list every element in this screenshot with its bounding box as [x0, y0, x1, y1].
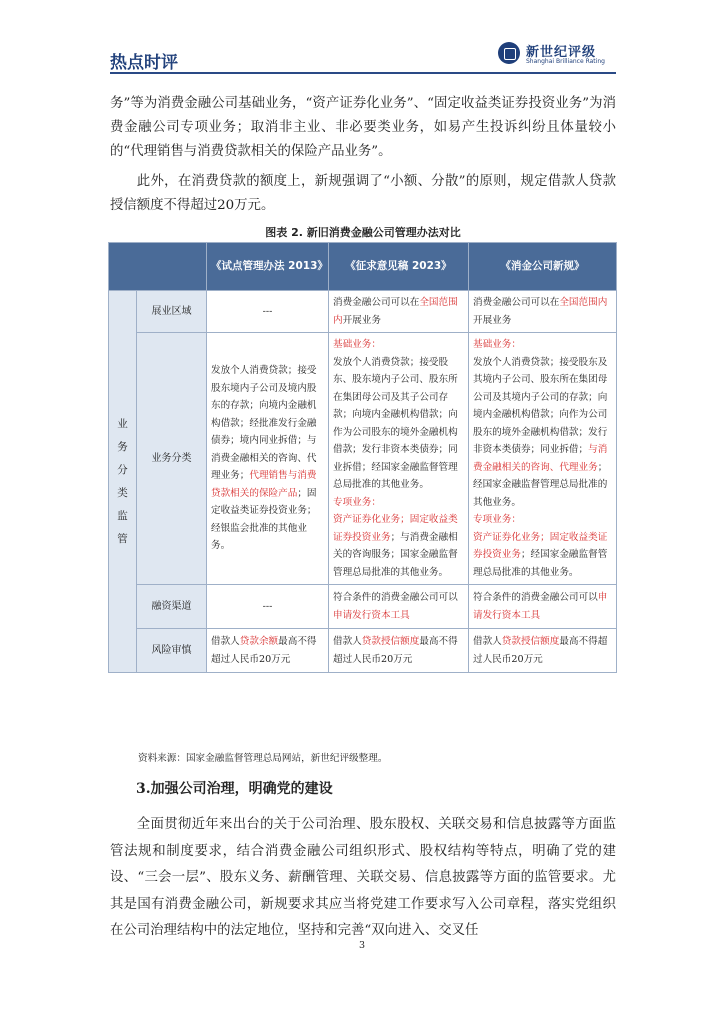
- paragraph-business-types: 务”等为消费金融公司基础业务，“资产证券化业务”、“固定收益类证券投资业务”为消费金融公司专项业务；取消非主业、非必要类业务，如易产生投诉纠纷且体量较小的“代理销售与消费贷款相关的保险产品业务”。: [110, 96, 616, 159]
- table-row: [109, 333, 617, 585]
- cell-area-new: 消费金融公司可以在全国范围内开展业务: [469, 291, 617, 333]
- comparison-table: [108, 242, 617, 673]
- header-title: 热点时评: [110, 53, 178, 73]
- group-label-business-regulation: 业 务 分 类 监 管: [109, 291, 137, 673]
- cell-financing-2023: 符合条件的消费金融公司可以申请发行资本工具: [329, 585, 469, 629]
- page-number: 3: [358, 940, 366, 951]
- header-new: 《消金公司新规》: [469, 243, 617, 291]
- table-source-note: 资料来源：国家金融监督管理总局网站，新世纪评级整理。: [138, 753, 388, 764]
- header-2023: 《征求意见稿 2023》: [329, 243, 469, 291]
- cell-business-new: 基础业务： 发放个人消费贷款；接受股东及其境内子公司、股东所在集团母公司及其境内子公司的存款；向境内金融机构借款；向作为公司股东的境外金融机构借款；发行非资本类债券；同业拆借；与消费金融相关的咨询、代理业务；经国家金融监督管理总局批准的其他业务。 专项业务： 资产证券化业务；固定收益类证券投资业务；经国家金融监督管理总局批准的其他业务。: [469, 333, 617, 585]
- cell-risk-2023: 借款人贷款授信额度最高不得超过人民币20万元: [329, 629, 469, 673]
- company-logo: [498, 42, 616, 68]
- cell-financing-new: 符合条件的消费金融公司可以申请发行资本工具: [469, 585, 617, 629]
- row-category-risk: 风险审慎: [137, 629, 207, 673]
- section-heading: 3.加强公司治理，明确党的建设: [136, 781, 333, 797]
- paragraph-loan-limit: 此外，在消费贷款的额度上，新规强调了“小额、分散”的原则，规定借款人贷款授信额度不得超过20万元。: [110, 174, 616, 213]
- row-category-area: 展业区域: [137, 291, 207, 333]
- table-caption: 图表 2. 新旧消费金融公司管理办法对比: [265, 226, 461, 239]
- header-blank-cell: [109, 243, 207, 291]
- logo-mark-icon: [498, 42, 520, 64]
- cell-business-2023: 基础业务： 发放个人消费贷款；接受股东、股东境内子公司、股东所在集团母公司及其子公司存款；向境内金融机构借款；向作为公司股东的境外金融机构借款；发行非资本类债券；同业拆借；经国家金融监督管理总局批准的其他业务。 专项业务： 资产证券化业务；固定收益类证券投资业务；与消费金融相关的咨询服务；国家金融监督管理总局批准的其他业务。: [329, 333, 469, 585]
- logo-name-en: Shanghai Brilliance Rating: [526, 58, 605, 65]
- page-header: [110, 40, 616, 74]
- cell-area-2013: ---: [207, 291, 329, 333]
- paragraph-governance: 全面贯彻近年来出台的关于公司治理、股东股权、关联交易和信息披露等方面监管法规和制度要求，结合消费金融公司组织形式、股权结构等特点，明确了党的建设、“三会一层”、股东义务、薪酬管理、关联交易、信息披露等方面的监管要求。尤其是国有消费金融公司，新规要求其应当将党建工作要求写入公司章程，落实党组织在公司治理结构中的法定地位，坚持和完善“双向进入、交叉任: [110, 817, 616, 938]
- table-row: [109, 291, 617, 333]
- table-row: [109, 585, 617, 629]
- table-header-row: [109, 243, 617, 291]
- cell-risk-new: 借款人贷款授信额度最高不得超过人民币20万元: [469, 629, 617, 673]
- header-2013: 《试点管理办法 2013》: [207, 243, 329, 291]
- logo-name-cn: 新世纪评级: [526, 45, 597, 60]
- cell-business-2013: 发放个人消费贷款；接受股东境内子公司及境内股东的存款；向境内金融机构借款；经批准发行金融债券；境内同业拆借；与消费金融相关的咨询、代理业务；代理销售与消费贷款相关的保险产品；固定收益类证券投资业务；经银监会批准的其他业务。: [207, 333, 329, 585]
- cell-area-2023: 消费金融公司可以在全国范围内开展业务: [329, 291, 469, 333]
- cell-financing-2013: ---: [207, 585, 329, 629]
- row-category-business: 业务分类: [137, 333, 207, 585]
- cell-risk-2013: 借款人贷款余额最高不得超过人民币20万元: [207, 629, 329, 673]
- table-row: [109, 629, 617, 673]
- row-category-financing: 融资渠道: [137, 585, 207, 629]
